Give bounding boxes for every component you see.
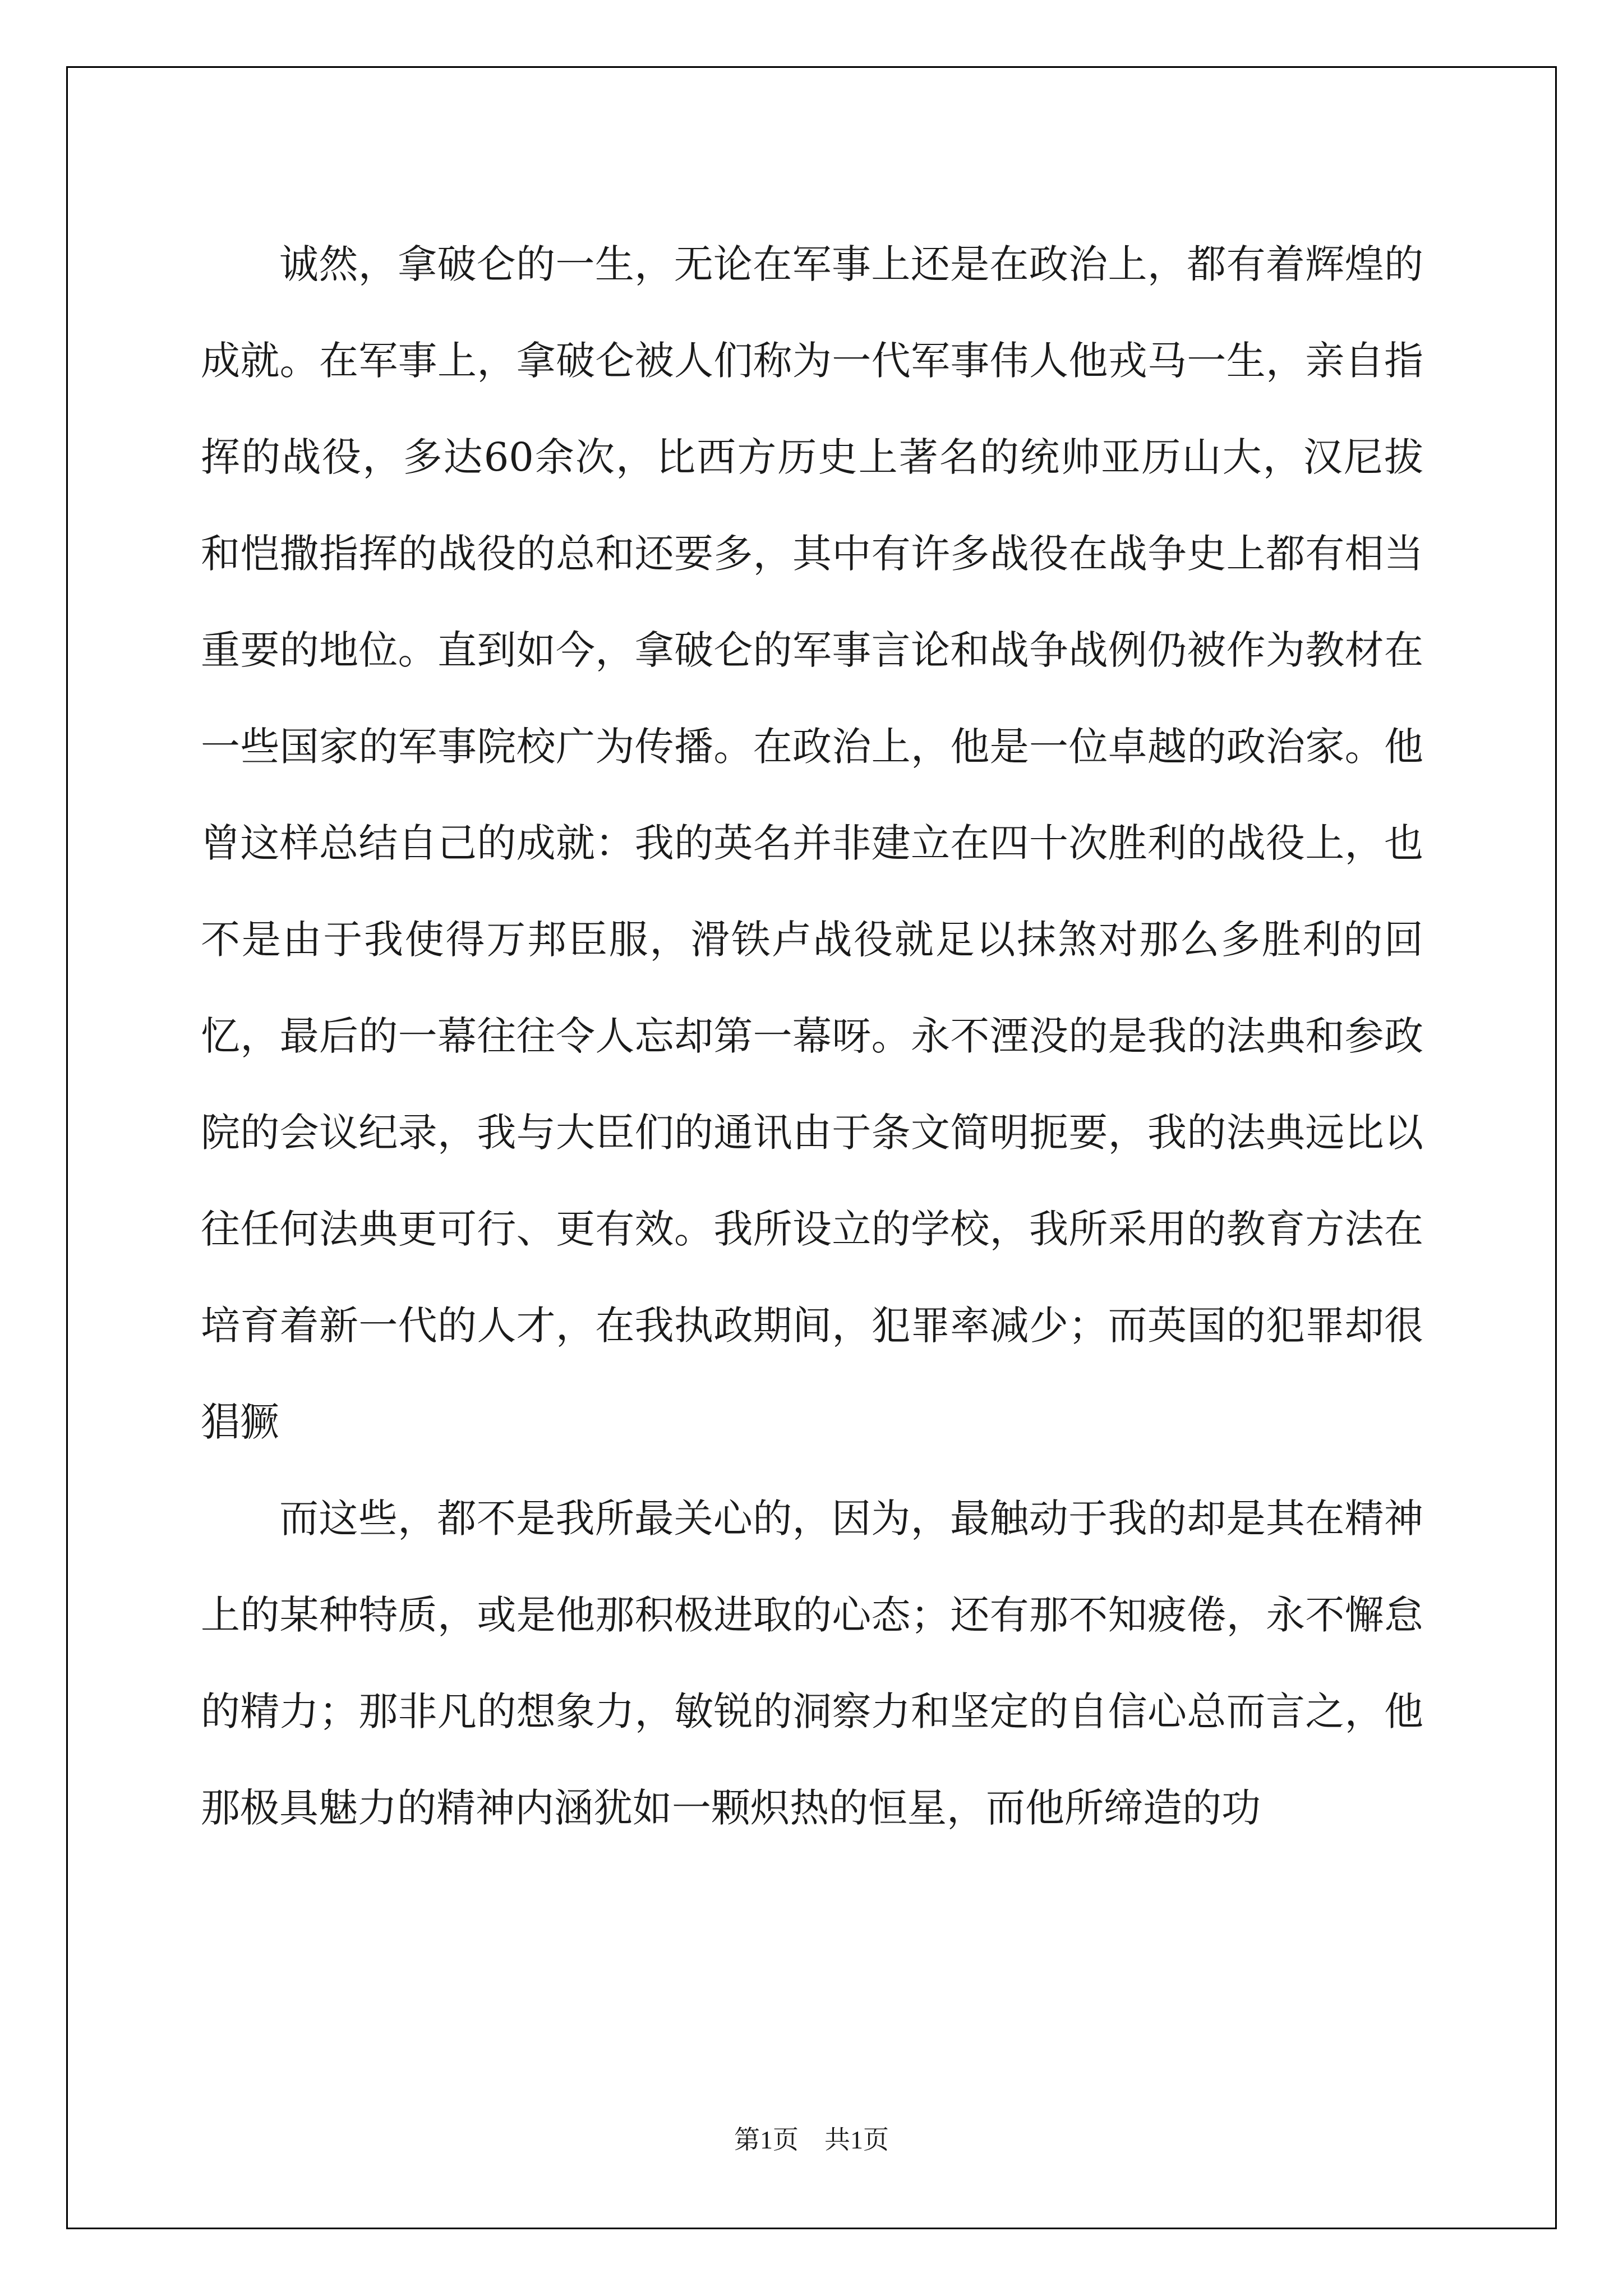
document-body	[201, 216, 1423, 1856]
paragraph-2: 而这些，都不是我所最关心的，因为，最触动于我的却是其在精神上的某种特质，或是他那积极进取的心态；还有那不知疲倦，永不懈怠的精力；那非凡的想象力，敏锐的洞察力和坚定的自信心总而言之，他那极具魅力的精神内涵犹如一颗炽热的恒星，而他所缔造的功	[201, 1496, 1423, 1831]
page-footer: 第1页 共1页	[734, 2125, 889, 2154]
paragraph-1: 诚然，拿破仑的一生，无论在军事上还是在政治上，都有着辉煌的成就。在军事上，拿破仑被人们称为一代军事伟人他戎马一生，亲自指挥的战役，多达60余次，比西方历史上著名的统帅亚历山大，汉尼拔和恺撒指挥的战役的总和还要多，其中有许多战役在战争史上都有相当重要的地位。直到如今，拿破仑的军事言论和战争战例仍被作为教材在一些国家的军事院校广为传播。在政治上，他是一位卓越的政治家。他曾这样总结自己的成就：我的英名并非建立在四十次胜利的战役上，也不是由于我使得万邦臣服，滑铁卢战役就足以抹煞对那么多胜利的回忆，最后的一幕往往令人忘却第一幕呀。永不湮没的是我的法典和参政院的会议纪录，我与大臣们的通讯由于条文简明扼要，我的法典远比以往任何法典更可行、更有效。我所设立的学校，我所采用的教育方法在培育着新一代的人才，在我执政期间，犯罪率减少；而英国的犯罪却很猖獗	[201, 241, 1423, 1445]
